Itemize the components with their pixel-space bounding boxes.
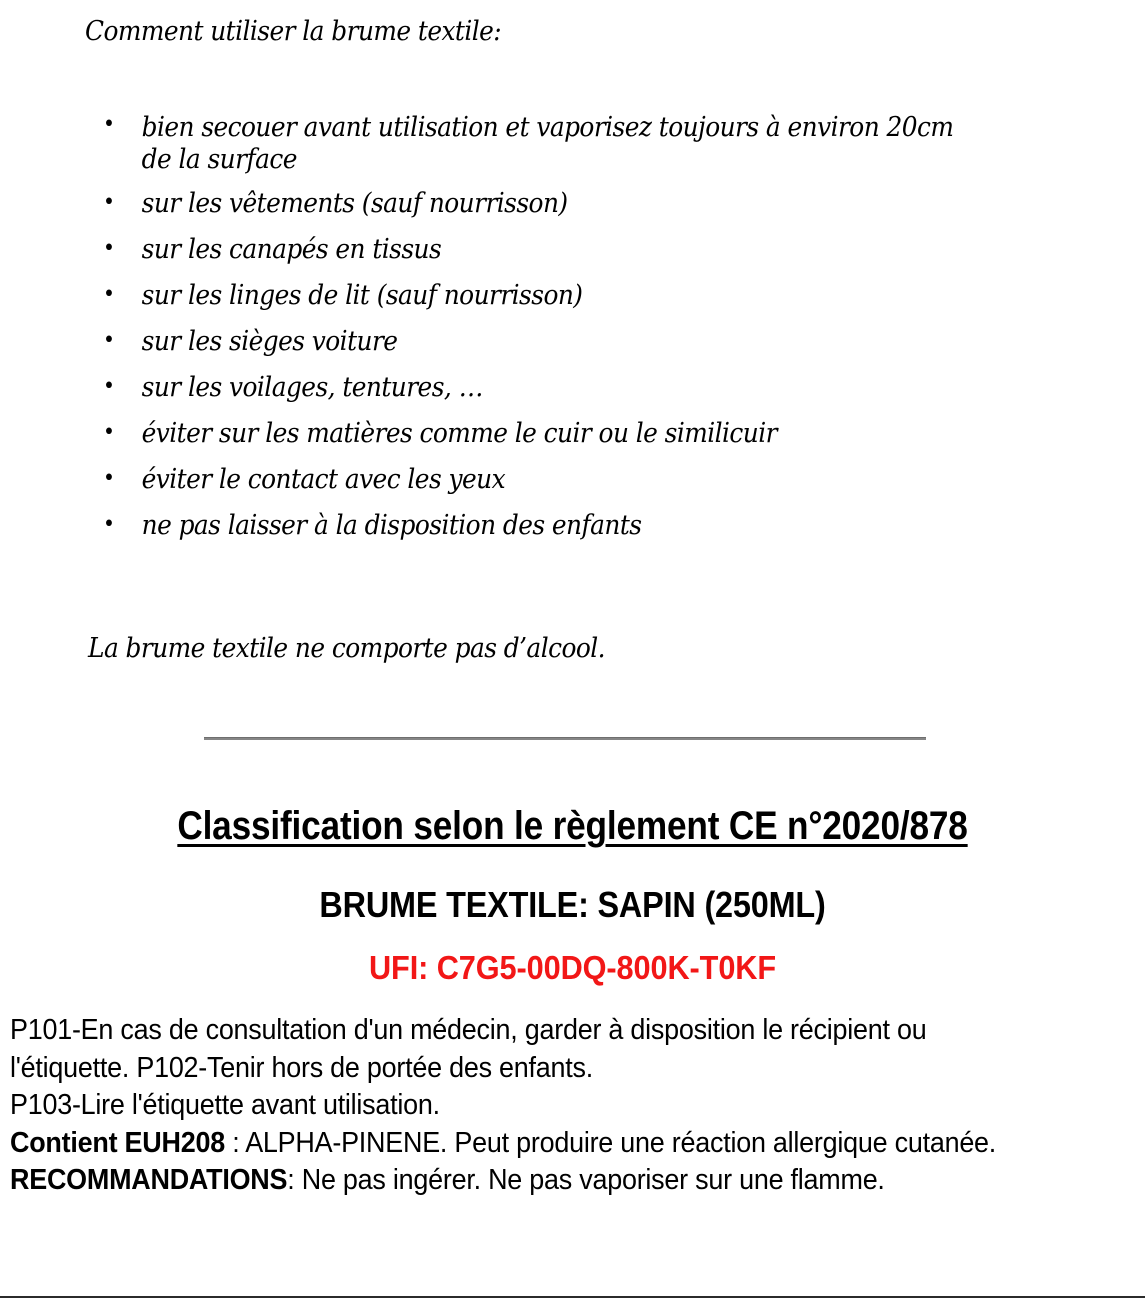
section-divider [204,737,926,740]
list-item-label: éviter sur les matières comme le cuir ou le similicuir [141,417,777,449]
list-item-label: sur les voilages, tentures, … [141,371,483,403]
bullet-icon: • [103,512,115,538]
statement-recommandations [10,1162,1040,1200]
usage-intro-heading: Comment utiliser la brume textile: [85,16,502,47]
list-item [103,463,1023,495]
statement-p101: P101-En cas de consultation d'un médecin, garder à disposition le récipient ou l'étiquette. P102-Tenir hors de portée des enfants. [10,1014,927,1084]
list-item [103,371,1023,403]
recommandations-detail: : Ne pas ingérer. Ne pas vaporiser sur une flamme. [287,1164,885,1197]
statement-contient [10,1125,1040,1163]
list-item-label: sur les sièges voiture [141,325,398,357]
list-item [103,279,1023,311]
contient-detail: : ALPHA-PINENE. Peut produire une réaction allergique cutanée. [224,1126,997,1159]
statement-p103: P103-Lire l'étiquette avant utilisation. [10,1089,440,1122]
contient-label: Contient EUH208 [10,1126,225,1159]
list-item [103,112,1023,176]
list-item [103,325,1023,357]
bullet-icon: • [103,466,115,492]
ufi-code: UFI: C7G5-00DQ-800K-T0KF [368,949,777,986]
product-name-heading: BRUME TEXTILE: SAPIN (250ML) [319,884,826,925]
bullet-icon: • [103,420,115,446]
bullet-icon: • [103,328,115,354]
bullet-icon: • [103,236,115,262]
bullet-icon: • [103,374,115,400]
list-item [103,187,1023,219]
list-item-label: sur les linges de lit (sauf nourrisson) [141,279,583,311]
list-item [103,417,1023,449]
list-item [103,509,1023,541]
bullet-icon: • [103,282,115,308]
usage-bullet-list [103,112,1103,558]
classification-heading: Classification selon le règlement CE n°2020/878 [177,804,968,848]
recommandations-label: RECOMMANDATIONS [10,1164,288,1197]
page-bottom-rule [0,1296,1145,1298]
list-item-label: sur les vêtements (sauf nourrisson) [141,187,568,219]
bullet-icon: • [103,190,115,216]
list-item-label: éviter le contact avec les yeux [141,463,506,495]
list-item [103,233,1023,265]
bullet-icon: • [103,112,115,138]
usage-closing-note: La brume textile ne comporte pas d’alcool. [88,633,605,664]
list-item-label: ne pas laisser à la disposition des enfants [141,509,642,541]
list-item-label: sur les canapés en tissus [141,233,442,265]
precautionary-statements [10,1012,1040,1200]
list-item-label: bien secouer avant utilisation et vaporisez toujours à environ 20cm de la surface [141,112,954,175]
